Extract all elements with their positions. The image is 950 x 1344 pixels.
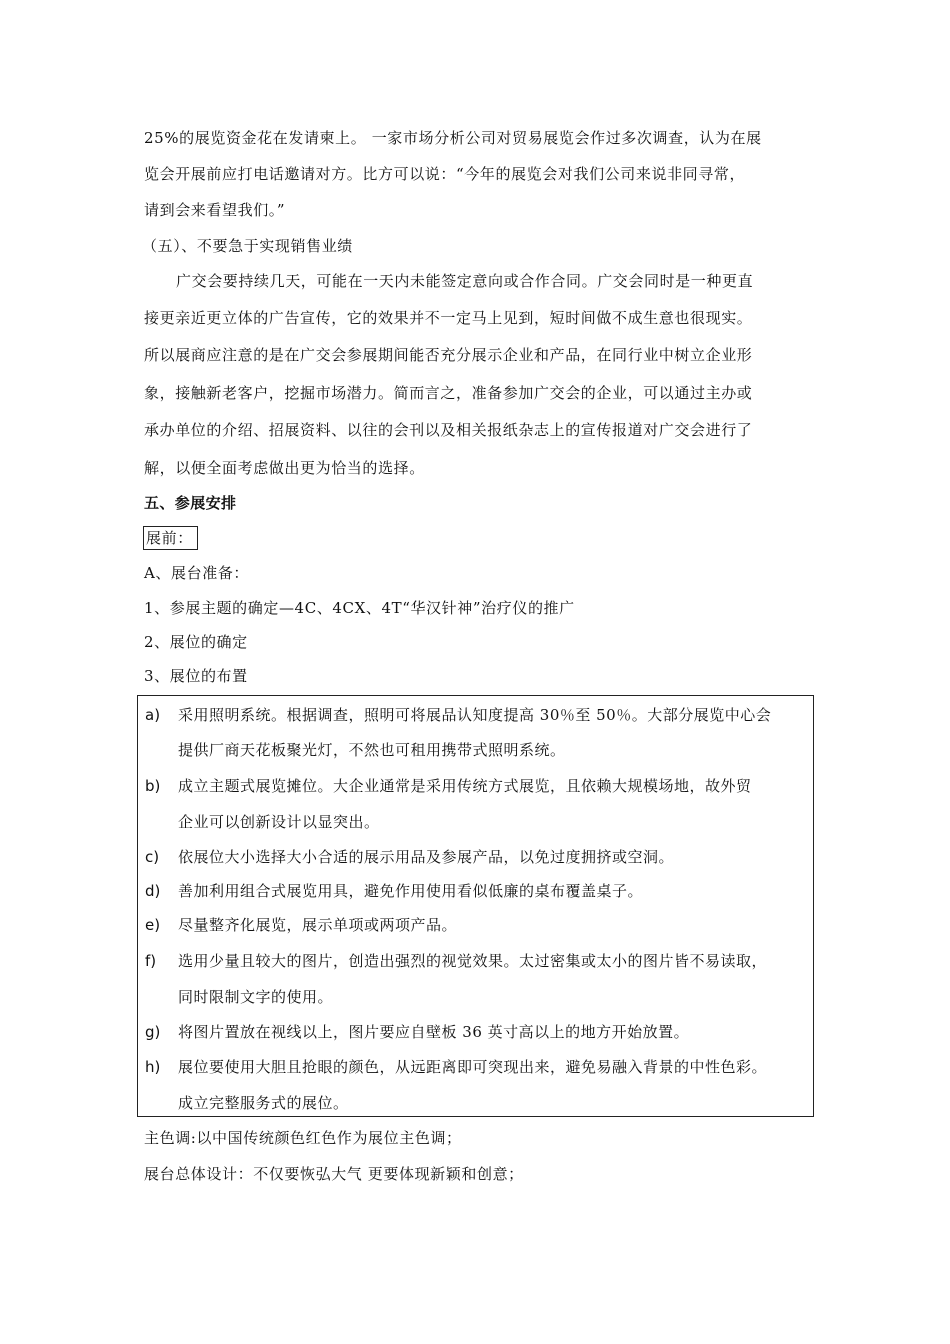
item-text: 同时限制文字的使用。 xyxy=(178,988,334,1006)
item-marker: g) xyxy=(145,1023,161,1041)
item-text: 企业可以创新设计以显突出。 xyxy=(178,813,380,831)
item-text: 提供厂商天花板聚光灯，不然也可租用携带式照明系统。 xyxy=(178,741,566,759)
item-text: 采用照明系统。根据调查，照明可将展品认知度提高 30％至 50％。大部分展览中心会 xyxy=(178,706,772,724)
item-text: 善加利用组合式展览用具，避免作用使用看似低廉的桌布覆盖桌子。 xyxy=(178,882,644,900)
item-marker: b) xyxy=(145,777,161,795)
after-box-line: 主色调:以中国传统颜色红色作为展位主色调； xyxy=(144,1129,462,1147)
para2-line: 象，接触新老客户，挖掘市场潜力。简而言之，准备参加广交会的企业，可以通过主办或 xyxy=(144,384,753,402)
para1-line: 25%的展览资金花在发请柬上。 一家市场分析公司对贸易展览会作过多次调查，认为在展 xyxy=(144,129,762,147)
item-text: 依展位大小选择大小合适的展示用品及参展产品，以免过度拥挤或空洞。 xyxy=(178,848,675,866)
after-box-line: 展台总体设计：不仅要恢弘大气 更要体现新颖和创意； xyxy=(144,1165,524,1183)
list-item: 1、参展主题的确定—4C、4CX、4T“华汉针神”治疗仪的推广 xyxy=(144,599,575,617)
para2-line: 广交会要持续几天，可能在一天内未能签定意向或合作合同。广交会同时是一种更直 xyxy=(176,272,754,290)
item-text: 展位要使用大胆且抢眼的颜色，从远距离即可突现出来，避免易融入背景的中性色彩。 xyxy=(178,1058,768,1076)
para2-line: 解，以便全面考虑做出更为恰当的选择。 xyxy=(144,459,425,477)
boxed-label: 展前： xyxy=(143,526,198,550)
subsection-heading: （五）、不要急于实现销售业绩 xyxy=(142,237,353,255)
item-marker: a) xyxy=(145,706,161,724)
list-item: 3、展位的布置 xyxy=(144,667,248,685)
section-heading: 五、参展安排 xyxy=(144,494,237,512)
subheading-a: A、展台准备： xyxy=(144,564,250,582)
item-marker: h) xyxy=(145,1058,161,1076)
para2-line: 承办单位的介绍、招展资料、以往的会刊以及相关报纸杂志上的宣传报道对广交会进行了 xyxy=(144,421,753,439)
item-marker: d) xyxy=(145,882,161,900)
list-item: 2、展位的确定 xyxy=(144,633,248,651)
item-marker: c) xyxy=(145,848,160,866)
para2-line: 接更亲近更立体的广告宣传，它的效果并不一定马上见到，短时间做不成生意也很现实。 xyxy=(144,309,753,327)
item-text: 成立主题式展览摊位。大企业通常是采用传统方式展览，且依赖大规模场地，故外贸 xyxy=(178,777,752,795)
para2-line: 所以展商应注意的是在广交会参展期间能否充分展示企业和产品，在同行业中树立企业形 xyxy=(144,346,753,364)
para1-line: 请到会来看望我们。” xyxy=(144,201,286,219)
item-text: 尽量整齐化展览，展示单项或两项产品。 xyxy=(178,916,458,934)
item-text: 将图片置放在视线以上，图片要应自壁板 36 英寸高以上的地方开始放置。 xyxy=(178,1023,690,1041)
item-text: 成立完整服务式的展位。 xyxy=(178,1094,349,1112)
para1-line: 览会开展前应打电话邀请对方。比方可以说：“今年的展览会对我们公司来说非同寻常， xyxy=(144,165,746,183)
item-marker: f) xyxy=(145,952,157,970)
item-text: 选用少量且较大的图片，创造出强烈的视觉效果。太过密集或太小的图片皆不易读取， xyxy=(178,952,768,970)
item-marker: e) xyxy=(145,916,161,934)
